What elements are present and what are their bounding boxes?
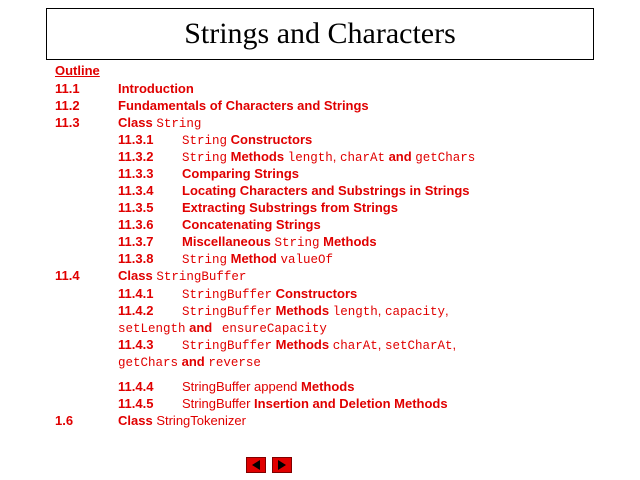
arrow-left-icon bbox=[252, 460, 260, 470]
previous-slide-button[interactable] bbox=[246, 457, 266, 473]
arrow-right-icon bbox=[278, 460, 286, 470]
slide-title-box bbox=[46, 8, 594, 60]
slide-title: Strings and Characters bbox=[184, 17, 456, 50]
next-slide-button[interactable] bbox=[272, 457, 292, 473]
outline-label: Outline bbox=[55, 63, 100, 78]
